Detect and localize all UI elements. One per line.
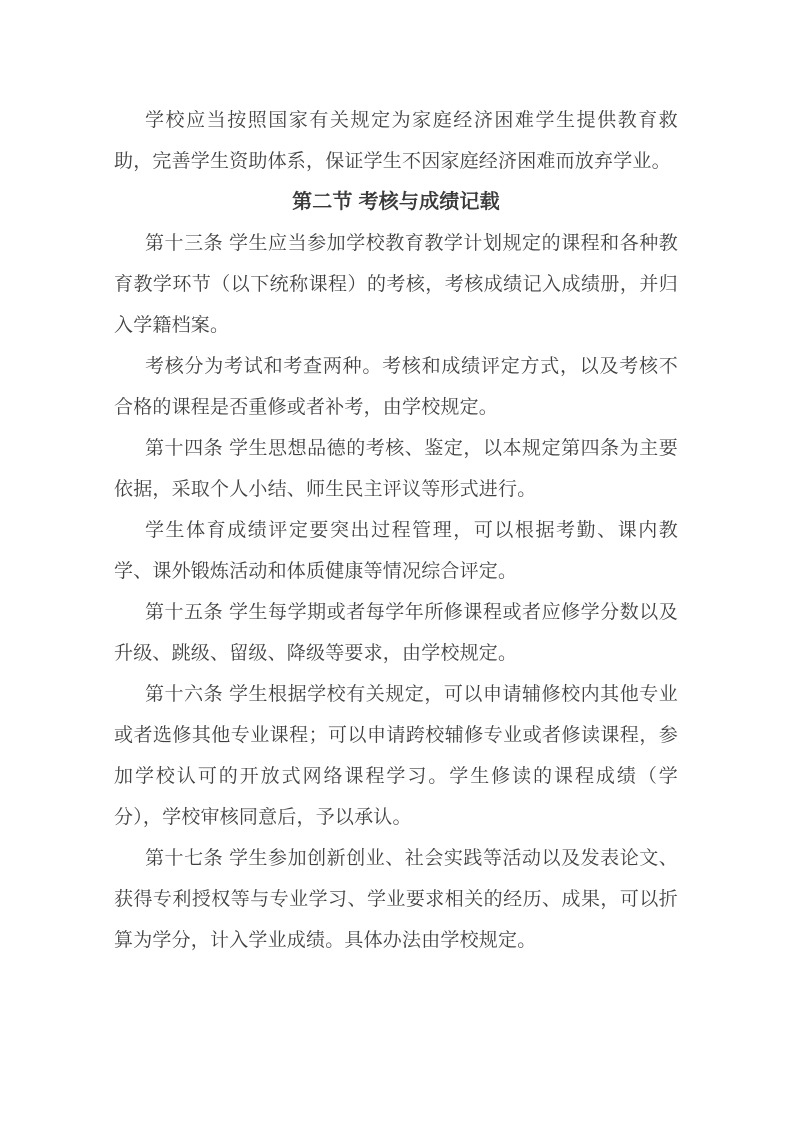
paragraph-pe-grading: 学生体育成绩评定要突出过程管理，可以根据考勤、课内教学、课外锻炼活动和体质健康等情况综合评定。 — [114, 520, 678, 582]
paragraph-article-17: 第十七条 学生参加创新创业、社会实践等活动以及发表论文、获得专利授权等与专业学习、学业要求相关的经历、成果，可以折算为学分，计入学业成绩。具体办法由学校规定。 — [114, 848, 678, 951]
paragraph-article-14: 第十四条 学生思想品德的考核、鉴定，以本规定第四条为主要依据，采取个人小结、师生民主评议等形式进行。 — [114, 438, 678, 500]
paragraph-article-16: 第十六条 学生根据学校有关规定，可以申请辅修校内其他专业或者选修其他专业课程；可以申请跨校辅修专业或者修读课程，参加学校认可的开放式网络课程学习。学生修读的课程成绩（学分），学校审核同意后，予以承认。 — [114, 684, 678, 828]
paragraph-education-aid: 学校应当按照国家有关规定为家庭经济困难学生提供教育救助，完善学生资助体系，保证学生不因家庭经济困难而放弃学业。 — [114, 110, 678, 172]
paragraph-article-13: 第十三条 学生应当参加学校教育教学计划规定的课程和各种教育教学环节（以下统称课程）的考核，考核成绩记入成绩册，并归入学籍档案。 — [114, 233, 678, 336]
section-heading: 第二节 考核与成绩记载 — [292, 191, 500, 213]
paragraph-article-15: 第十五条 学生每学期或者每学年所修课程或者应修学分数以及升级、跳级、留级、降级等要求，由学校规定。 — [114, 602, 678, 664]
paragraph-assessment-types: 考核分为考试和考查两种。考核和成绩评定方式，以及考核不合格的课程是否重修或者补考，由学校规定。 — [114, 356, 678, 418]
